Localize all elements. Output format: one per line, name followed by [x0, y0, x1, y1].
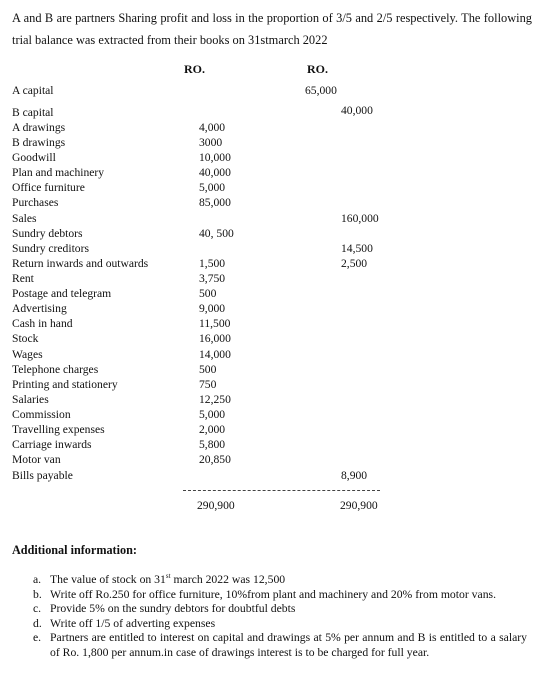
account-name: A capital	[12, 84, 54, 97]
credit-amount: 40,000	[341, 104, 373, 117]
account-name: Motor van	[12, 453, 61, 466]
table-row	[0, 150, 549, 165]
ordinal-suffix: st	[165, 572, 171, 581]
account-name: Salaries	[12, 393, 49, 406]
account-name: Printing and stationery	[12, 378, 118, 391]
account-name: Stock	[12, 332, 39, 345]
debit-amount: 5,000	[199, 181, 226, 194]
debit-amount: 750	[199, 378, 217, 391]
item-text: The value of stock on 31	[50, 573, 166, 586]
table-row	[0, 105, 549, 120]
item-text: Provide 5% on the sundry debtors for doubtful debts	[50, 602, 296, 616]
item-text-continued: march 2022 was 12,500	[170, 573, 286, 586]
account-name: Plan and machinery	[12, 166, 105, 179]
account-name: Telephone charges	[12, 363, 99, 376]
credit-column-header: RO.	[307, 62, 328, 76]
item-marker: c.	[33, 602, 42, 616]
account-name: B drawings	[12, 136, 66, 149]
table-row	[0, 256, 549, 271]
debit-amount: 3,750	[199, 272, 226, 285]
account-name: Travelling expenses	[12, 423, 105, 436]
debit-amount: 20,850	[199, 453, 231, 466]
debit-amount: 11,500	[199, 317, 231, 330]
debit-amount: 1,500	[199, 257, 226, 270]
account-name: Commission	[12, 408, 71, 421]
table-row	[0, 180, 549, 195]
item-text: Write off 1/5 of adverting expenses	[50, 616, 216, 630]
debit-total: 290,900	[197, 499, 235, 512]
credit-amount: 65,000	[305, 84, 337, 97]
account-name: Carriage inwards	[12, 438, 92, 451]
totals-divider	[183, 490, 380, 491]
debit-amount: 16,000	[199, 332, 231, 345]
table-row	[0, 407, 549, 422]
account-name: B capital	[12, 106, 54, 119]
account-name: Purchases	[12, 196, 59, 209]
table-row	[0, 226, 549, 241]
table-row	[0, 331, 549, 346]
debit-amount: 500	[199, 363, 217, 376]
credit-total: 290,900	[340, 499, 378, 512]
info-item	[33, 602, 527, 617]
table-row	[0, 377, 549, 392]
debit-amount: 5,800	[199, 438, 226, 451]
table-row	[0, 347, 549, 362]
table-row	[0, 165, 549, 180]
table-row	[0, 211, 549, 226]
account-name: Advertising	[12, 302, 67, 315]
additional-info-title: Additional information:	[12, 543, 137, 557]
table-row	[0, 362, 549, 377]
debit-amount: 500	[199, 287, 217, 300]
table-row	[0, 301, 549, 316]
account-name: Sales	[12, 212, 37, 225]
additional-info-list	[33, 573, 527, 661]
account-name: Sundry creditors	[12, 242, 89, 255]
item-text: Write off Ro.250 for office furniture, 10%from plant and machinery and 20% from motor vans.	[50, 587, 497, 601]
item-marker: b.	[33, 587, 42, 601]
table-row	[0, 120, 549, 135]
debit-amount: 2,000	[199, 423, 226, 436]
table-row	[0, 452, 549, 467]
credit-amount: 14,500	[341, 242, 373, 255]
account-name: Wages	[12, 348, 43, 361]
debit-amount: 40, 500	[199, 227, 234, 240]
credit-amount: 160,000	[341, 212, 379, 225]
info-item	[33, 631, 527, 660]
debit-amount: 12,250	[199, 393, 231, 406]
info-item	[33, 617, 527, 632]
table-row	[0, 286, 549, 301]
credit-amount: 8,900	[341, 469, 368, 482]
account-name: Goodwill	[12, 151, 56, 164]
table-row	[0, 468, 549, 483]
item-text: Partners are entitled to interest on capital and drawings at 5% per annum and B is entitled to a salary of Ro. 1,800 per annum.in case of drawings interest is to be charged for full year.	[50, 631, 527, 659]
table-row	[0, 392, 549, 407]
table-row	[0, 437, 549, 452]
table-row	[0, 83, 549, 98]
account-name: Rent	[12, 272, 34, 285]
account-name: Postage and telegram	[12, 287, 112, 300]
item-marker: e.	[33, 631, 42, 645]
intro-paragraph: A and B are partners Sharing profit and loss in the proportion of 3/5 and 2/5 respectively. The following trial balance was extracted from their books on 31stmarch 2022	[12, 11, 532, 47]
debit-amount: 85,000	[199, 196, 231, 209]
info-item	[33, 573, 527, 588]
table-row	[0, 135, 549, 150]
debit-column-header: RO.	[184, 62, 205, 76]
info-item	[33, 588, 527, 603]
debit-amount: 4,000	[199, 121, 226, 134]
account-name: A drawings	[12, 121, 66, 134]
table-row	[0, 271, 549, 286]
item-marker: a.	[33, 573, 42, 586]
debit-amount: 9,000	[199, 302, 226, 315]
item-marker: d.	[33, 616, 42, 630]
debit-amount: 40,000	[199, 166, 231, 179]
table-row	[0, 241, 549, 256]
account-name: Bills payable	[12, 469, 73, 482]
account-name: Office furniture	[12, 181, 85, 194]
table-row	[0, 316, 549, 331]
debit-amount: 5,000	[199, 408, 226, 421]
credit-amount: 2,500	[341, 257, 368, 270]
table-row	[0, 422, 549, 437]
table-row	[0, 195, 549, 210]
account-name: Sundry debtors	[12, 227, 83, 240]
debit-amount: 3000	[199, 136, 223, 149]
account-name: Return inwards and outwards	[12, 257, 149, 270]
account-name: Cash in hand	[12, 317, 73, 330]
debit-amount: 14,000	[199, 348, 231, 361]
debit-amount: 10,000	[199, 151, 231, 164]
